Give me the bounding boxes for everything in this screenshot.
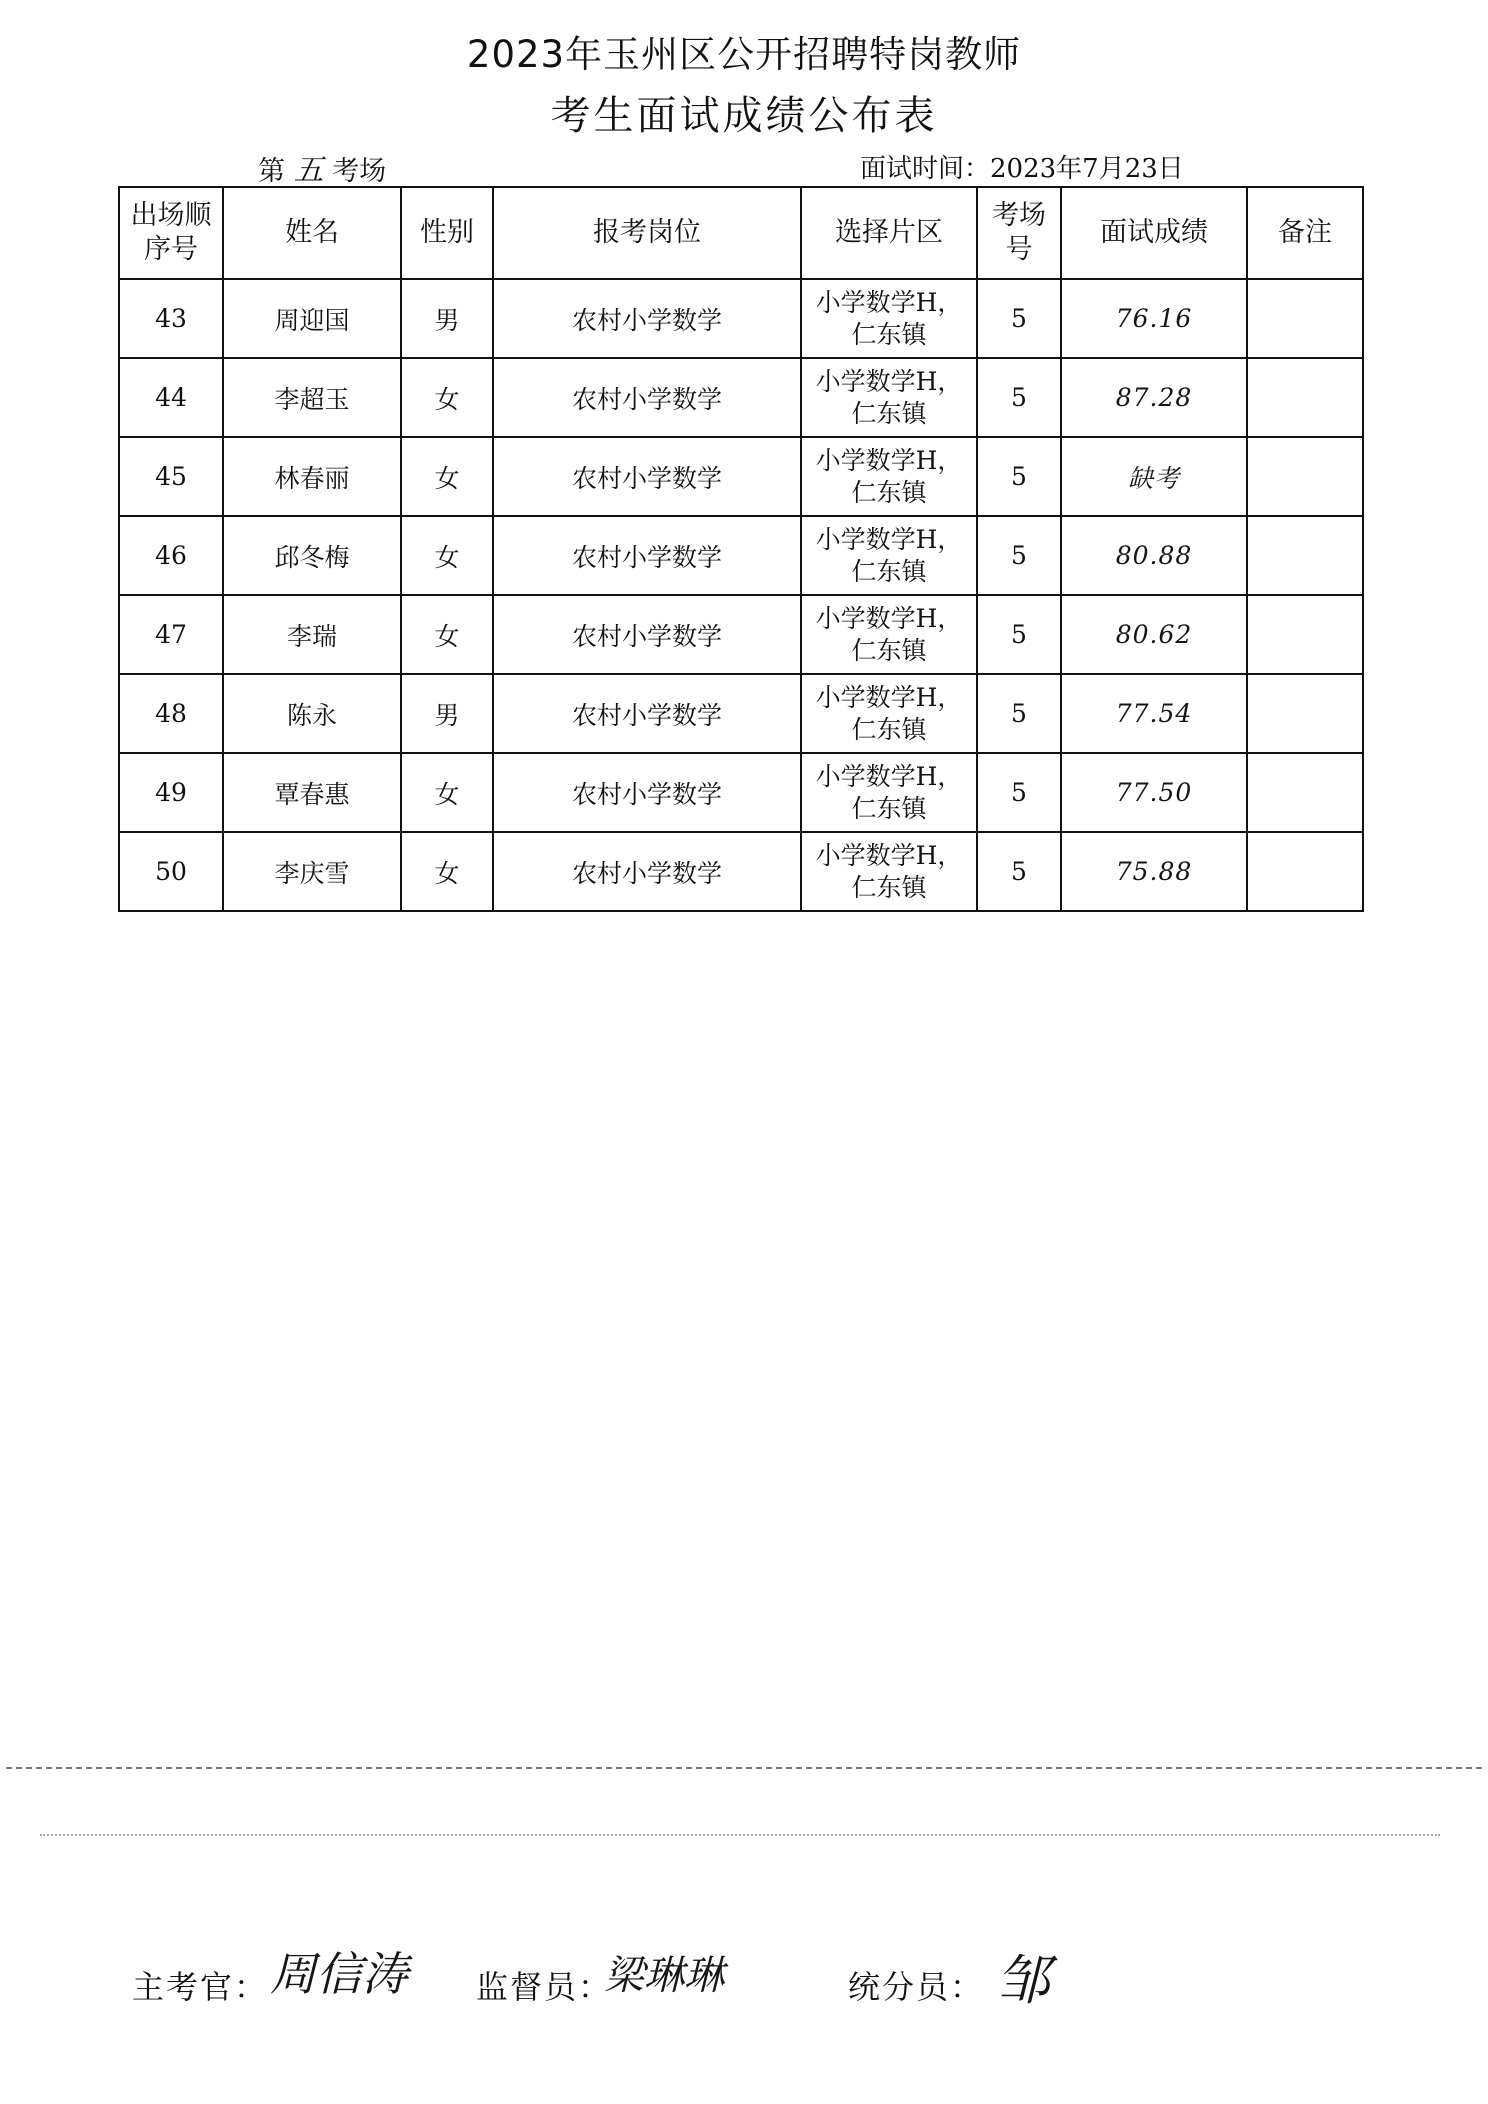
cell-seq: 49 [119,753,223,832]
table-row [119,674,1363,753]
cell-seq: 47 [119,595,223,674]
header-name: 姓名 [223,187,401,279]
table-row [119,516,1363,595]
cell-room: 5 [977,674,1061,753]
cell-name: 李超玉 [223,358,401,437]
cell-seq: 50 [119,832,223,911]
cell-gender: 女 [401,358,493,437]
cell-seq: 48 [119,674,223,753]
supervisor-label: 监督员： [476,1968,613,2006]
title-line-1: 2023年玉州区公开招聘特岗教师 [466,33,1022,76]
cell-remark [1247,832,1363,911]
cell-name: 邱冬梅 [223,516,401,595]
cell-name: 陈永 [223,674,401,753]
table-row [119,437,1363,516]
dashed-divider [6,1767,1482,1769]
header-seq: 出场顺 序号 [119,187,223,279]
cell-name: 李瑞 [223,595,401,674]
table-row [119,595,1363,674]
table-row [119,832,1363,911]
cell-seq: 43 [119,279,223,358]
cell-name: 覃春惠 [223,753,401,832]
cell-position: 农村小学数学 [493,832,801,911]
cell-name: 周迎国 [223,279,401,358]
header-area: 选择片区 [801,187,977,279]
cell-score-handwritten: 75.88 [1061,832,1247,911]
cell-remark [1247,674,1363,753]
cell-room: 5 [977,753,1061,832]
cell-score-handwritten: 76.16 [1061,279,1247,358]
cell-remark [1247,516,1363,595]
table-row [119,753,1363,832]
cell-remark [1247,753,1363,832]
exam-room-label [258,145,386,189]
cell-gender: 男 [401,279,493,358]
cell-area: 小学数学H， 仁东镇 [801,516,977,595]
cell-seq: 45 [119,437,223,516]
cell-area: 小学数学H， 仁东镇 [801,595,977,674]
cell-score-handwritten: 77.50 [1061,753,1247,832]
cell-gender: 女 [401,516,493,595]
cell-remark [1247,358,1363,437]
header-gender: 性别 [401,187,493,279]
cell-room: 5 [977,437,1061,516]
score-table [118,186,1364,912]
cell-position: 农村小学数学 [493,595,801,674]
room-prefix: 第 [258,156,285,187]
cell-room: 5 [977,832,1061,911]
cell-gender: 男 [401,674,493,753]
cell-seq: 44 [119,358,223,437]
table-row [119,279,1363,358]
cell-position: 农村小学数学 [493,516,801,595]
cell-remark [1247,279,1363,358]
cell-remark [1247,595,1363,674]
cell-area: 小学数学H， 仁东镇 [801,279,977,358]
cell-area: 小学数学H， 仁东镇 [801,358,977,437]
cell-gender: 女 [401,753,493,832]
cell-room: 5 [977,358,1061,437]
cell-area: 小学数学H， 仁东镇 [801,753,977,832]
cell-area: 小学数学H， 仁东镇 [801,674,977,753]
cell-score-handwritten: 80.88 [1061,516,1247,595]
header-score: 面试成绩 [1061,187,1247,279]
header-room: 考场 号 [977,187,1061,279]
cell-gender: 女 [401,832,493,911]
cell-score-handwritten: 87.28 [1061,358,1247,437]
cell-score-handwritten: 缺考 [1061,437,1247,516]
cell-position: 农村小学数学 [493,279,801,358]
table-header-row [119,187,1363,279]
cell-position: 农村小学数学 [493,674,801,753]
room-suffix: 考场 [332,156,387,187]
cell-name: 李庆雪 [223,832,401,911]
header-remark: 备注 [1247,187,1363,279]
scorer-label: 统分员： [848,1968,985,2006]
cell-score-handwritten: 77.54 [1061,674,1247,753]
chief-examiner-label: 主考官： [132,1968,269,2006]
title-line-2: 考生面试成绩公布表 [550,93,938,139]
room-number-handwritten: 五 [293,153,324,188]
cell-room: 5 [977,279,1061,358]
cell-area: 小学数学H， 仁东镇 [801,832,977,911]
cell-room: 5 [977,516,1061,595]
supervisor-signature: 梁琳琳 [604,1953,724,1999]
header-position: 报考岗位 [493,187,801,279]
cell-position: 农村小学数学 [493,753,801,832]
interview-date: 面试时间：2023年7月23日 [860,154,1184,184]
cell-gender: 女 [401,437,493,516]
cell-remark [1247,437,1363,516]
cell-score-handwritten: 80.62 [1061,595,1247,674]
scorer-signature: 邹 [996,1949,1050,2012]
dotted-divider [40,1834,1440,1836]
table-row [119,358,1363,437]
cell-seq: 46 [119,516,223,595]
chief-examiner-signature: 周信涛 [270,1947,408,2001]
cell-name: 林春丽 [223,437,401,516]
cell-position: 农村小学数学 [493,437,801,516]
cell-area: 小学数学H， 仁东镇 [801,437,977,516]
cell-position: 农村小学数学 [493,358,801,437]
cell-room: 5 [977,595,1061,674]
cell-gender: 女 [401,595,493,674]
